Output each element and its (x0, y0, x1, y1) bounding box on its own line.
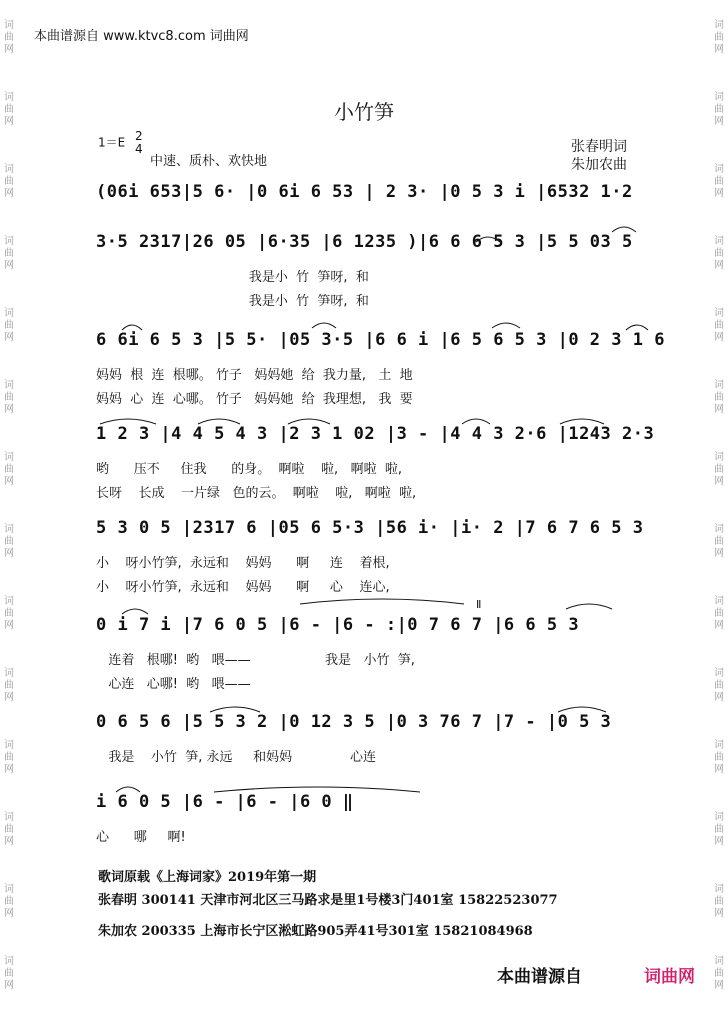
watermark-char: 网 (4, 908, 14, 919)
watermark-char: 曲 (4, 104, 14, 115)
watermark-char: 词 (714, 884, 724, 895)
slur (122, 325, 142, 330)
tempo-marking: 中速、质朴、欢快地 (150, 154, 268, 169)
watermark-char: 曲 (4, 896, 14, 907)
lyric-line: 我是小 竹 笋呀, 和 (96, 270, 369, 285)
watermark-char: 网 (714, 332, 724, 343)
watermark-char: 词 (4, 884, 14, 895)
composer-credit: 朱加农曲 (571, 157, 627, 173)
watermark-char: 曲 (4, 248, 14, 259)
notation-line: 5 3 0 5 |2317 6 |05 6 5·3 |56 i· |i· 2 |7 6 7 6 5 3 (96, 518, 644, 538)
slur (626, 325, 648, 330)
watermark-char: 网 (4, 548, 14, 559)
notation-line: 0 i 7 i |7 6 0 5 |6 - |6 - :|0 7 6 7 |6 6 5 3 (96, 615, 580, 635)
slur (300, 599, 464, 604)
song-title: 小竹笋 (334, 100, 394, 124)
key-label: 1＝E (98, 135, 126, 150)
watermark-char: 网 (4, 116, 14, 127)
watermark-char: 网 (714, 548, 724, 559)
lyric-line: 连着 根哪! 哟 喂—— 我是 小竹 笋, (96, 653, 415, 668)
watermark-char: 词 (4, 164, 14, 175)
watermark-char: 网 (4, 764, 14, 775)
watermark-char: 网 (4, 188, 14, 199)
watermark-char: 曲 (714, 32, 724, 43)
watermark-char: 词 (714, 164, 724, 175)
watermark-char: 词 (714, 596, 724, 607)
slur (476, 237, 500, 242)
slur (492, 323, 520, 328)
watermark-char: 曲 (714, 104, 724, 115)
watermark-char: 词 (714, 236, 724, 247)
watermark-char: 网 (714, 908, 724, 919)
watermark-char: 曲 (714, 392, 724, 403)
watermark-char: 曲 (4, 32, 14, 43)
source-header: 本曲谱源自 www.ktvc8.com 词曲网 (34, 29, 249, 44)
footer-source-label: 本曲谱源自 (497, 967, 582, 987)
watermark-char: 词 (714, 524, 724, 535)
watermark-char: 词 (714, 380, 724, 391)
composer-contact: 朱加农 200335 上海市长宁区淞虹路905弄41号301室 15821084968 (98, 924, 533, 939)
watermark-char: 网 (4, 476, 14, 487)
watermark-char: 词 (714, 668, 724, 679)
watermark-char: 网 (714, 188, 724, 199)
notation-line: (06i 653|5 6· |0 6i 6 53 | 2 3· |0 5 3 i |6532 1·2 (96, 182, 633, 202)
slur (122, 609, 148, 614)
watermark-char: 网 (4, 260, 14, 271)
watermark-char: 曲 (4, 968, 14, 979)
watermark-char: 网 (714, 476, 724, 487)
watermark-char: 词 (4, 92, 14, 103)
slur (210, 707, 260, 712)
watermark-char: 曲 (714, 752, 724, 763)
lyric-line: 妈妈 根 连 根哪。 竹子 妈妈她 给 我力量, 土 地 (96, 368, 413, 383)
lyric-line: 心 哪 啊! (96, 830, 186, 845)
watermark-char: 词 (4, 236, 14, 247)
watermark-char: 词 (714, 308, 724, 319)
watermark-char: 网 (714, 620, 724, 631)
lyricist-contact: 张春明 300141 天津市河北区三马路求是里1号楼3门401室 15822523077 (98, 893, 558, 908)
lyric-line: 心连 心哪! 哟 喂—— (96, 677, 251, 692)
watermark-char: 词 (714, 20, 724, 31)
slur (288, 419, 330, 424)
watermark-char: 曲 (4, 608, 14, 619)
watermark-char: 曲 (714, 824, 724, 835)
lyric-line: 我是 小竹 笋, 永远 和妈妈 心连 (96, 750, 376, 765)
watermark-char: 网 (714, 764, 724, 775)
watermark-char: 网 (714, 116, 724, 127)
notation-line: 1 2 3 |4 4 5 4 3 |2 3 1 02 |3 - |4 4 3 2·6 |1243 2·3 (96, 424, 655, 444)
lyric-line: 小 呀小竹笋, 永远和 妈妈 啊 心 连心, (96, 580, 390, 595)
source-note: 歌词原载《上海词家》2019年第一期 (98, 870, 317, 885)
watermark-char: 曲 (714, 176, 724, 187)
watermark-char: 词 (4, 812, 14, 823)
watermark-char: 网 (4, 980, 14, 991)
slur (612, 227, 636, 232)
watermark-char: 网 (4, 620, 14, 631)
slur (214, 787, 420, 792)
watermark-char: 网 (4, 44, 14, 55)
watermark-char: 曲 (4, 392, 14, 403)
notation-line: 3·5 2317|26 05 |6·35 |6 1235 )|6 6 6 5 3 |5 5 03 5 (96, 232, 633, 252)
slur (462, 419, 490, 424)
watermark-char: 曲 (714, 320, 724, 331)
watermark-char: 词 (714, 956, 724, 967)
watermark-char: 网 (4, 692, 14, 703)
watermark-char: 词 (4, 308, 14, 319)
watermark-char: 曲 (4, 176, 14, 187)
footer-site-logo: 词曲网 (644, 967, 695, 987)
watermark-char: 曲 (4, 536, 14, 547)
watermark-char: 词 (4, 596, 14, 607)
watermark-char: 曲 (4, 680, 14, 691)
watermark-char: 曲 (4, 464, 14, 475)
watermark-char: 词 (714, 812, 724, 823)
watermark-char: 网 (714, 404, 724, 415)
slur (116, 787, 140, 792)
watermark-char: 网 (4, 836, 14, 847)
watermark-char: 曲 (714, 608, 724, 619)
watermark-char: 词 (4, 956, 14, 967)
watermark-char: 网 (714, 44, 724, 55)
notation-line: 0 6 5 6 |5 5 3 2 |0 12 3 5 |0 3 76 7 |7 - |0 5 3 (96, 712, 612, 732)
watermark-char: 网 (4, 332, 14, 343)
slur (566, 604, 612, 609)
watermark-char: 网 (714, 260, 724, 271)
slur (312, 323, 336, 328)
watermark-char: 曲 (714, 680, 724, 691)
watermark-char: 曲 (4, 824, 14, 835)
time-sig-top: 2 (135, 129, 143, 143)
watermark-char: 词 (4, 380, 14, 391)
slur (558, 707, 606, 712)
watermark-char: 网 (714, 980, 724, 991)
watermark-char: 曲 (714, 464, 724, 475)
watermark-char: 网 (714, 836, 724, 847)
lyric-line: 我是小 竹 笋呀, 和 (96, 294, 369, 309)
watermark-char: 曲 (714, 896, 724, 907)
lyric-line: 妈妈 心 连 心哪。 竹子 妈妈她 给 我理想, 我 要 (96, 392, 413, 407)
time-sig-bottom: 4 (135, 142, 143, 156)
watermark-char: 词 (714, 92, 724, 103)
watermark-char: 词 (4, 740, 14, 751)
watermark-char: 词 (4, 668, 14, 679)
watermark-char: 网 (714, 692, 724, 703)
watermark-char: 词 (714, 452, 724, 463)
repeat-mark: Ⅱ (476, 598, 482, 611)
watermark-char: 词 (4, 20, 14, 31)
slur (198, 419, 240, 424)
notation-line: i 6 0 5 |6 - |6 - |6 0 ‖ (96, 792, 354, 812)
watermark-char: 曲 (714, 248, 724, 259)
watermark-char: 词 (714, 740, 724, 751)
slur (100, 419, 156, 424)
slur (560, 419, 604, 424)
lyric-line: 小 呀小竹笋, 永远和 妈妈 啊 连 着根, (96, 556, 390, 571)
watermark-char: 曲 (4, 752, 14, 763)
lyricist-credit: 张春明词 (571, 139, 627, 155)
watermark-char: 曲 (714, 536, 724, 547)
notation-line: 6 6i 6 5 3 |5 5· |05 3·5 |6 6 i |6 5 6 5 3 |0 2 3 1 6 (96, 330, 665, 350)
watermark-char: 曲 (4, 320, 14, 331)
watermark-char: 网 (4, 404, 14, 415)
lyric-line: 哟 压不 住我 的身。 啊啦 啦, 啊啦 啦, (96, 462, 402, 477)
lyric-line: 长呀 长成 一片绿 色的云。 啊啦 啦, 啊啦 啦, (96, 486, 417, 501)
watermark-char: 曲 (714, 968, 724, 979)
watermark-char: 词 (4, 524, 14, 535)
watermark-char: 词 (4, 452, 14, 463)
